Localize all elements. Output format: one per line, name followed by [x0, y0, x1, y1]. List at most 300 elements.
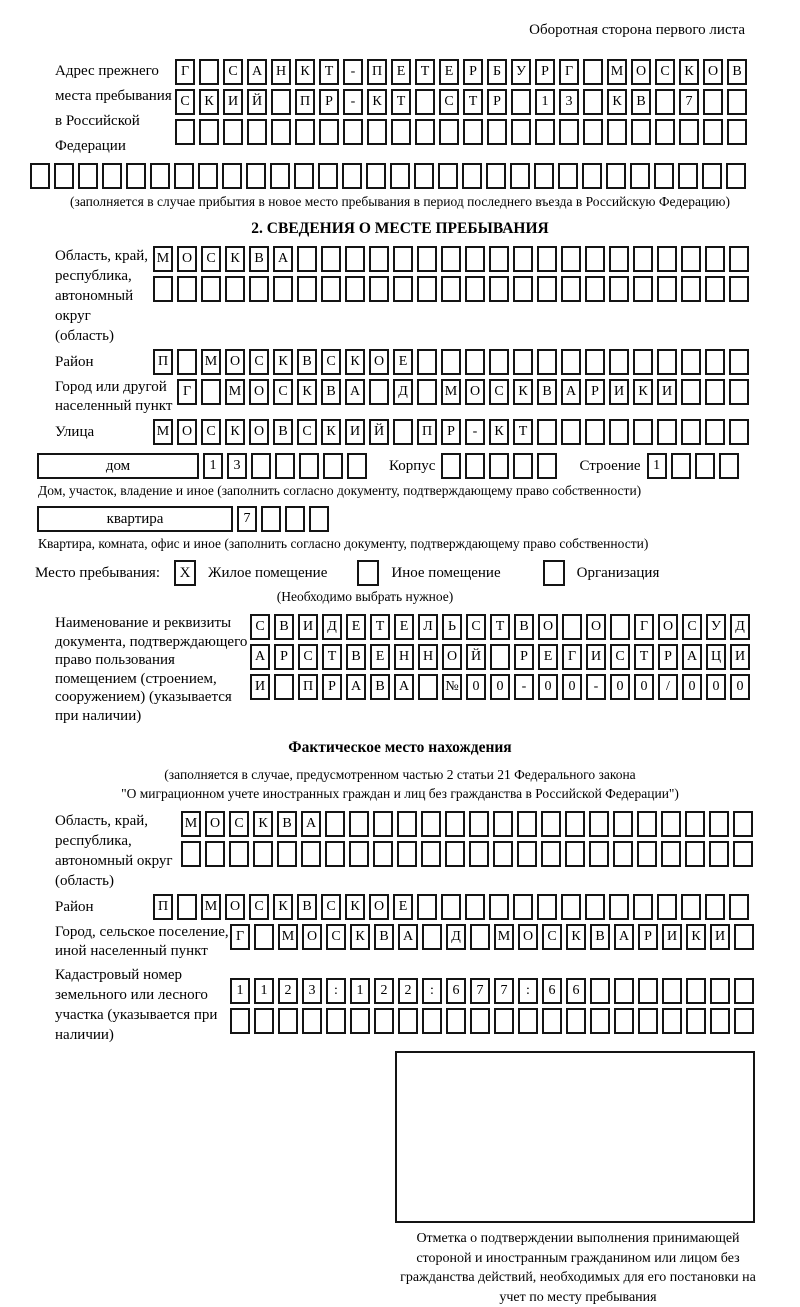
char-box[interactable]: О	[177, 419, 197, 445]
char-box[interactable]: К	[295, 59, 315, 85]
char-box[interactable]	[709, 811, 729, 837]
char-box[interactable]	[417, 276, 437, 302]
char-box[interactable]: А	[273, 246, 293, 272]
char-box[interactable]: О	[703, 59, 723, 85]
char-box[interactable]: К	[607, 89, 627, 115]
char-box[interactable]	[679, 119, 699, 145]
char-box[interactable]	[565, 841, 585, 867]
char-box[interactable]	[585, 246, 605, 272]
char-box[interactable]: Т	[463, 89, 483, 115]
char-box[interactable]: С	[655, 59, 675, 85]
char-box[interactable]: О	[205, 811, 225, 837]
char-box[interactable]	[102, 163, 122, 189]
char-box[interactable]	[326, 1008, 346, 1034]
char-box[interactable]	[561, 276, 581, 302]
char-box[interactable]: О	[225, 349, 245, 375]
char-box[interactable]	[441, 276, 461, 302]
char-box[interactable]	[174, 163, 194, 189]
char-box[interactable]	[710, 978, 730, 1004]
char-box[interactable]: 6	[446, 978, 466, 1004]
char-box[interactable]: Й	[369, 419, 389, 445]
char-box[interactable]	[705, 379, 725, 405]
char-box[interactable]	[513, 453, 533, 479]
char-box[interactable]	[705, 276, 725, 302]
char-box[interactable]: А	[394, 674, 414, 700]
char-box[interactable]	[582, 163, 602, 189]
char-box[interactable]	[585, 349, 605, 375]
char-box[interactable]	[490, 644, 510, 670]
char-box[interactable]: М	[441, 379, 461, 405]
char-box[interactable]: П	[295, 89, 315, 115]
char-box[interactable]: В	[590, 924, 610, 950]
char-box[interactable]	[254, 1008, 274, 1034]
char-box[interactable]	[513, 894, 533, 920]
char-box[interactable]: В	[249, 246, 269, 272]
char-box[interactable]	[671, 453, 691, 479]
char-box[interactable]: М	[153, 246, 173, 272]
char-box[interactable]: 1	[254, 978, 274, 1004]
char-box[interactable]	[727, 89, 747, 115]
char-box[interactable]: Р	[638, 924, 658, 950]
char-box[interactable]	[393, 419, 413, 445]
char-box[interactable]	[349, 841, 369, 867]
char-box[interactable]: В	[297, 894, 317, 920]
char-box[interactable]: 2	[374, 978, 394, 1004]
char-box[interactable]: С	[321, 349, 341, 375]
char-box[interactable]	[513, 349, 533, 375]
char-box[interactable]	[366, 163, 386, 189]
char-box[interactable]	[177, 276, 197, 302]
char-box[interactable]	[607, 119, 627, 145]
char-box[interactable]	[517, 841, 537, 867]
char-box[interactable]	[422, 1008, 442, 1034]
char-box[interactable]	[583, 59, 603, 85]
char-box[interactable]: И	[730, 644, 750, 670]
char-box[interactable]: С	[326, 924, 346, 950]
char-box[interactable]	[462, 163, 482, 189]
char-box[interactable]	[561, 349, 581, 375]
char-box[interactable]: 6	[566, 978, 586, 1004]
char-box[interactable]	[657, 246, 677, 272]
char-box[interactable]	[393, 276, 413, 302]
char-box[interactable]	[470, 1008, 490, 1034]
char-box[interactable]: К	[321, 419, 341, 445]
char-box[interactable]: Г	[177, 379, 197, 405]
char-box[interactable]	[614, 1008, 634, 1034]
char-box[interactable]	[541, 841, 561, 867]
char-box[interactable]	[418, 674, 438, 700]
char-box[interactable]	[251, 453, 271, 479]
char-box[interactable]	[493, 841, 513, 867]
char-box[interactable]: С	[175, 89, 195, 115]
char-box[interactable]: 0	[610, 674, 630, 700]
char-box[interactable]	[518, 1008, 538, 1034]
char-box[interactable]	[565, 811, 585, 837]
checkbox-residential[interactable]: X	[174, 560, 196, 586]
char-box[interactable]: Р	[514, 644, 534, 670]
char-box[interactable]	[422, 924, 442, 950]
char-box[interactable]	[153, 276, 173, 302]
char-box[interactable]	[247, 119, 267, 145]
char-box[interactable]	[181, 841, 201, 867]
char-box[interactable]: Р	[319, 89, 339, 115]
char-box[interactable]	[729, 419, 749, 445]
char-box[interactable]: Т	[322, 644, 342, 670]
char-box[interactable]: П	[417, 419, 437, 445]
char-box[interactable]	[703, 89, 723, 115]
char-box[interactable]	[638, 1008, 658, 1034]
char-box[interactable]: В	[374, 924, 394, 950]
char-box[interactable]	[559, 119, 579, 145]
char-box[interactable]	[510, 163, 530, 189]
char-box[interactable]: О	[225, 894, 245, 920]
char-box[interactable]	[709, 841, 729, 867]
char-box[interactable]	[493, 811, 513, 837]
char-box[interactable]	[441, 894, 461, 920]
char-box[interactable]	[583, 119, 603, 145]
char-box[interactable]: 1	[350, 978, 370, 1004]
char-box[interactable]	[662, 978, 682, 1004]
char-box[interactable]: Р	[535, 59, 555, 85]
char-box[interactable]: О	[369, 349, 389, 375]
char-box[interactable]	[609, 419, 629, 445]
char-box[interactable]: 0	[706, 674, 726, 700]
char-box[interactable]	[469, 811, 489, 837]
char-box[interactable]: В	[346, 644, 366, 670]
char-box[interactable]: А	[614, 924, 634, 950]
char-box[interactable]	[299, 453, 319, 479]
char-box[interactable]: А	[346, 674, 366, 700]
char-box[interactable]	[562, 614, 582, 640]
char-box[interactable]: И	[662, 924, 682, 950]
char-box[interactable]	[681, 246, 701, 272]
char-box[interactable]	[726, 163, 746, 189]
char-box[interactable]	[301, 841, 321, 867]
char-box[interactable]: Д	[322, 614, 342, 640]
char-box[interactable]	[343, 119, 363, 145]
char-box[interactable]: К	[350, 924, 370, 950]
char-box[interactable]	[734, 978, 754, 1004]
char-box[interactable]	[465, 276, 485, 302]
char-box[interactable]	[589, 841, 609, 867]
char-box[interactable]	[270, 163, 290, 189]
char-box[interactable]	[417, 246, 437, 272]
char-box[interactable]	[369, 379, 389, 405]
char-box[interactable]	[661, 811, 681, 837]
char-box[interactable]	[637, 811, 657, 837]
char-box[interactable]	[417, 349, 437, 375]
char-box[interactable]: К	[225, 246, 245, 272]
char-box[interactable]	[421, 811, 441, 837]
char-box[interactable]	[589, 811, 609, 837]
char-box[interactable]	[606, 163, 626, 189]
char-box[interactable]	[254, 924, 274, 950]
char-box[interactable]: Р	[585, 379, 605, 405]
char-box[interactable]	[657, 419, 677, 445]
char-box[interactable]: О	[518, 924, 538, 950]
char-box[interactable]: В	[297, 349, 317, 375]
char-box[interactable]: И	[250, 674, 270, 700]
char-box[interactable]: Ц	[706, 644, 726, 670]
char-box[interactable]	[657, 349, 677, 375]
char-box[interactable]	[465, 453, 485, 479]
char-box[interactable]: -	[586, 674, 606, 700]
char-box[interactable]	[537, 453, 557, 479]
char-box[interactable]	[705, 894, 725, 920]
char-box[interactable]	[534, 163, 554, 189]
char-box[interactable]: Н	[418, 644, 438, 670]
char-box[interactable]: Е	[538, 644, 558, 670]
char-box[interactable]: С	[610, 644, 630, 670]
char-box[interactable]: №	[442, 674, 462, 700]
char-box[interactable]	[417, 379, 437, 405]
char-box[interactable]	[465, 894, 485, 920]
char-box[interactable]	[350, 1008, 370, 1034]
char-box[interactable]: С	[489, 379, 509, 405]
char-box[interactable]: Г	[175, 59, 195, 85]
char-box[interactable]	[489, 894, 509, 920]
char-box[interactable]: С	[249, 349, 269, 375]
char-box[interactable]: Е	[393, 349, 413, 375]
char-box[interactable]: К	[489, 419, 509, 445]
char-box[interactable]: -	[514, 674, 534, 700]
char-box[interactable]	[367, 119, 387, 145]
char-box[interactable]	[590, 1008, 610, 1034]
char-box[interactable]	[733, 841, 753, 867]
char-box[interactable]	[614, 978, 634, 1004]
char-box[interactable]	[489, 276, 509, 302]
char-box[interactable]	[398, 1008, 418, 1034]
char-box[interactable]: 0	[490, 674, 510, 700]
char-box[interactable]: Р	[658, 644, 678, 670]
char-box[interactable]	[558, 163, 578, 189]
char-box[interactable]: С	[273, 379, 293, 405]
char-box[interactable]	[271, 119, 291, 145]
char-box[interactable]	[345, 246, 365, 272]
char-box[interactable]: М	[278, 924, 298, 950]
char-box[interactable]	[325, 811, 345, 837]
char-box[interactable]: 1	[230, 978, 250, 1004]
char-box[interactable]: Т	[391, 89, 411, 115]
char-box[interactable]: О	[442, 644, 462, 670]
char-box[interactable]: 3	[302, 978, 322, 1004]
char-box[interactable]	[685, 811, 705, 837]
char-box[interactable]	[657, 276, 677, 302]
char-box[interactable]	[695, 453, 715, 479]
char-box[interactable]: 0	[538, 674, 558, 700]
char-box[interactable]	[681, 379, 701, 405]
char-box[interactable]: В	[514, 614, 534, 640]
char-box[interactable]	[397, 811, 417, 837]
char-box[interactable]: С	[542, 924, 562, 950]
char-box[interactable]	[150, 163, 170, 189]
char-box[interactable]: У	[706, 614, 726, 640]
char-box[interactable]	[446, 1008, 466, 1034]
char-box[interactable]: М	[201, 349, 221, 375]
char-box[interactable]	[126, 163, 146, 189]
char-box[interactable]	[638, 978, 658, 1004]
char-box[interactable]	[294, 163, 314, 189]
char-box[interactable]	[273, 276, 293, 302]
char-box[interactable]: С	[321, 894, 341, 920]
char-box[interactable]: 7	[237, 506, 257, 532]
char-box[interactable]: К	[199, 89, 219, 115]
char-box[interactable]: :	[518, 978, 538, 1004]
char-box[interactable]	[561, 246, 581, 272]
char-box[interactable]	[253, 841, 273, 867]
char-box[interactable]: М	[225, 379, 245, 405]
char-box[interactable]	[633, 276, 653, 302]
char-box[interactable]	[633, 349, 653, 375]
char-box[interactable]: К	[273, 894, 293, 920]
char-box[interactable]	[463, 119, 483, 145]
char-box[interactable]: Т	[513, 419, 533, 445]
char-box[interactable]: 1	[203, 453, 223, 479]
char-box[interactable]: :	[326, 978, 346, 1004]
char-box[interactable]: О	[177, 246, 197, 272]
char-box[interactable]: В	[370, 674, 390, 700]
char-box[interactable]	[439, 119, 459, 145]
char-box[interactable]: Т	[490, 614, 510, 640]
char-box[interactable]: К	[297, 379, 317, 405]
char-box[interactable]: 0	[562, 674, 582, 700]
char-box[interactable]: К	[345, 894, 365, 920]
char-box[interactable]: Й	[466, 644, 486, 670]
char-box[interactable]: В	[631, 89, 651, 115]
char-box[interactable]	[585, 894, 605, 920]
char-box[interactable]	[373, 841, 393, 867]
char-box[interactable]	[349, 811, 369, 837]
char-box[interactable]	[175, 119, 195, 145]
char-box[interactable]: Е	[393, 894, 413, 920]
char-box[interactable]	[705, 349, 725, 375]
char-box[interactable]: Г	[562, 644, 582, 670]
char-box[interactable]	[729, 246, 749, 272]
char-box[interactable]: Р	[463, 59, 483, 85]
char-box[interactable]: И	[223, 89, 243, 115]
char-box[interactable]: Е	[439, 59, 459, 85]
char-box[interactable]	[230, 1008, 250, 1034]
char-box[interactable]	[441, 349, 461, 375]
char-box[interactable]: И	[298, 614, 318, 640]
char-box[interactable]	[633, 894, 653, 920]
char-box[interactable]	[445, 841, 465, 867]
char-box[interactable]	[513, 276, 533, 302]
char-box[interactable]	[685, 841, 705, 867]
char-box[interactable]: К	[225, 419, 245, 445]
char-box[interactable]: А	[301, 811, 321, 837]
char-box[interactable]: С	[466, 614, 486, 640]
char-box[interactable]: Б	[487, 59, 507, 85]
char-box[interactable]: Е	[370, 644, 390, 670]
char-box[interactable]	[489, 453, 509, 479]
char-box[interactable]	[727, 119, 747, 145]
char-box[interactable]	[374, 1008, 394, 1034]
char-box[interactable]: К	[513, 379, 533, 405]
char-box[interactable]	[390, 163, 410, 189]
char-box[interactable]: Т	[319, 59, 339, 85]
char-box[interactable]: С	[298, 644, 318, 670]
char-box[interactable]	[657, 894, 677, 920]
char-box[interactable]	[633, 246, 653, 272]
char-box[interactable]: С	[229, 811, 249, 837]
char-box[interactable]: В	[273, 419, 293, 445]
char-box[interactable]	[275, 453, 295, 479]
char-box[interactable]: С	[201, 419, 221, 445]
char-box[interactable]: О	[249, 379, 269, 405]
char-box[interactable]	[297, 246, 317, 272]
char-box[interactable]: О	[538, 614, 558, 640]
char-box[interactable]	[655, 119, 675, 145]
char-box[interactable]	[393, 246, 413, 272]
char-box[interactable]: К	[345, 349, 365, 375]
char-box[interactable]: К	[633, 379, 653, 405]
char-box[interactable]	[177, 349, 197, 375]
char-box[interactable]	[470, 924, 490, 950]
char-box[interactable]: И	[657, 379, 677, 405]
char-box[interactable]: И	[609, 379, 629, 405]
char-box[interactable]	[705, 246, 725, 272]
char-box[interactable]	[541, 811, 561, 837]
char-box[interactable]: П	[298, 674, 318, 700]
char-box[interactable]: О	[302, 924, 322, 950]
char-box[interactable]	[511, 119, 531, 145]
char-box[interactable]: 0	[634, 674, 654, 700]
char-box[interactable]: М	[607, 59, 627, 85]
char-box[interactable]	[342, 163, 362, 189]
char-box[interactable]: О	[631, 59, 651, 85]
char-box[interactable]: А	[345, 379, 365, 405]
char-box[interactable]: К	[253, 811, 273, 837]
char-box[interactable]	[610, 614, 630, 640]
char-box[interactable]	[710, 1008, 730, 1034]
char-box[interactable]: К	[566, 924, 586, 950]
char-box[interactable]	[54, 163, 74, 189]
char-box[interactable]	[469, 841, 489, 867]
char-box[interactable]: -	[343, 89, 363, 115]
char-box[interactable]: В	[277, 811, 297, 837]
char-box[interactable]: Е	[391, 59, 411, 85]
char-box[interactable]: Г	[559, 59, 579, 85]
char-box[interactable]: Р	[322, 674, 342, 700]
char-box[interactable]	[703, 119, 723, 145]
char-box[interactable]	[566, 1008, 586, 1034]
char-box[interactable]	[489, 349, 509, 375]
char-box[interactable]	[686, 1008, 706, 1034]
char-box[interactable]: 2	[398, 978, 418, 1004]
char-box[interactable]	[489, 246, 509, 272]
char-box[interactable]: Г	[634, 614, 654, 640]
char-box[interactable]: Д	[446, 924, 466, 950]
char-box[interactable]	[585, 419, 605, 445]
checkbox-other-premises[interactable]	[357, 560, 379, 586]
char-box[interactable]	[347, 453, 367, 479]
char-box[interactable]: А	[247, 59, 267, 85]
char-box[interactable]	[633, 419, 653, 445]
char-box[interactable]	[369, 246, 389, 272]
char-box[interactable]	[295, 119, 315, 145]
char-box[interactable]: Й	[247, 89, 267, 115]
char-box[interactable]	[321, 246, 341, 272]
char-box[interactable]	[318, 163, 338, 189]
char-box[interactable]	[729, 379, 749, 405]
char-box[interactable]	[78, 163, 98, 189]
char-box[interactable]: Р	[487, 89, 507, 115]
char-box[interactable]: С	[682, 614, 702, 640]
char-box[interactable]: 3	[227, 453, 247, 479]
char-box[interactable]	[271, 89, 291, 115]
char-box[interactable]: Л	[418, 614, 438, 640]
